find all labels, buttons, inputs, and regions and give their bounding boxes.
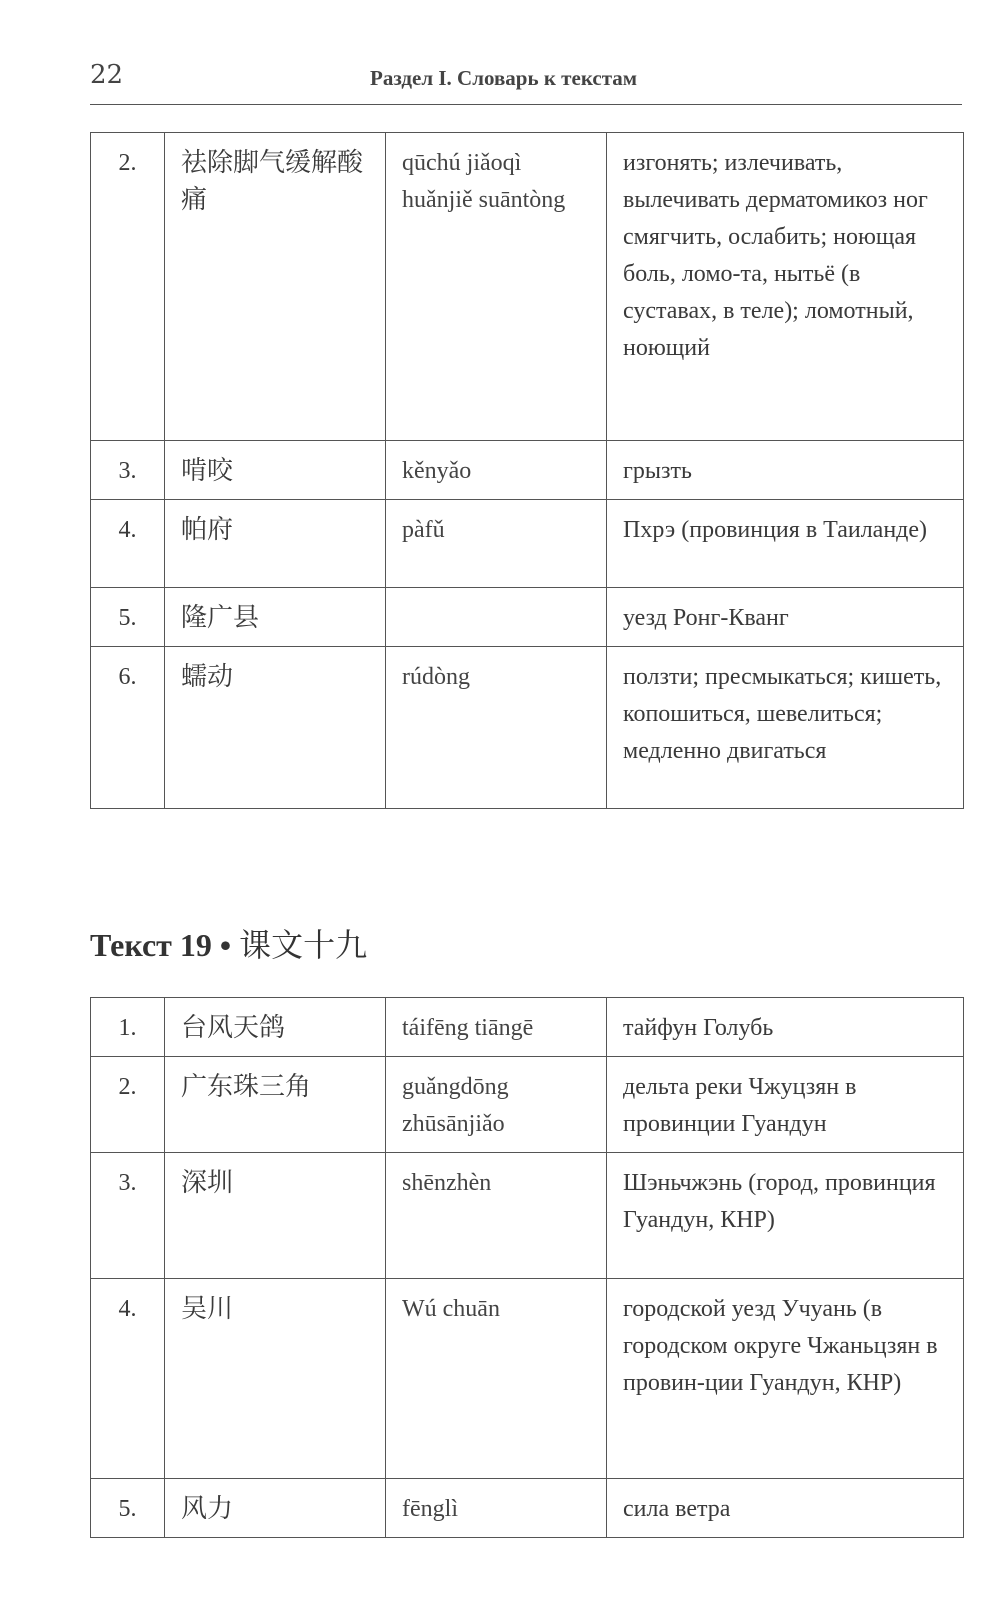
chinese-term: 台风天鸽 [165,998,386,1057]
table-row [91,133,964,441]
table-row [91,588,964,647]
row-number: 6. [91,647,165,809]
section-title-ru: Текст 19 [90,927,212,963]
chinese-term: 啃咬 [165,441,386,500]
translation: Шэньчжэнь (город, провинция Гуандун, КНР) [607,1153,964,1279]
section-heading [90,920,367,966]
section-title-cn: 课文十九 [239,926,368,964]
table-row [91,1279,964,1479]
translation: дельта реки Чжуцзян в провинции Гуандун [607,1057,964,1153]
pinyin: Wú chuān [386,1279,607,1479]
table-row [91,647,964,809]
row-number: 2. [91,1057,165,1153]
pinyin: shēnzhèn [386,1153,607,1279]
translation: городской уезд Учуань (в городском округе Чжаньцзян в провин-ции Гуандун, КНР) [607,1279,964,1479]
row-number: 4. [91,1279,165,1479]
page-header [90,58,962,105]
translation: Пхрэ (провинция в Таиланде) [607,500,964,588]
pinyin: fēnglì [386,1479,607,1538]
translation: тайфун Голубь [607,998,964,1057]
row-number: 3. [91,441,165,500]
chinese-term: 祛除脚气缓解酸痛 [165,133,386,441]
translation: уезд Ронг-Кванг [607,588,964,647]
pinyin: táifēng tiāngē [386,998,607,1057]
row-number: 4. [91,500,165,588]
chinese-term: 广东珠三角 [165,1057,386,1153]
pinyin: guǎngdōng zhūsānjiǎo [386,1057,607,1153]
running-title: Раздел I. Словарь к текстам [370,66,638,90]
translation: ползти; пресмыкаться; кишеть, копошиться, шевелиться; медленно двигаться [607,647,964,809]
bullet-separator: • [219,927,232,963]
pinyin: rúdòng [386,647,607,809]
table-row [91,1057,964,1153]
table-row [91,998,964,1057]
row-number: 2. [91,133,165,441]
table-row [91,441,964,500]
chinese-term: 蠕动 [165,647,386,809]
translation: сила ветра [607,1479,964,1538]
table-row [91,1153,964,1279]
vocabulary-table-text-19 [90,997,964,1538]
chinese-term: 风力 [165,1479,386,1538]
row-number: 1. [91,998,165,1057]
row-number: 5. [91,1479,165,1538]
page-number: 22 [90,60,124,90]
chinese-term: 吴川 [165,1279,386,1479]
table-row [91,500,964,588]
chinese-term: 深圳 [165,1153,386,1279]
pinyin: qūchú jiǎoqì huǎnjiě suāntòng [386,133,607,441]
chinese-term: 隆广县 [165,588,386,647]
row-number: 3. [91,1153,165,1279]
row-number: 5. [91,588,165,647]
table-row [91,1479,964,1538]
translation: изгонять; излечивать, вылечивать дерматомикоз ног смягчить, ослабить; ноющая боль, ломо-та, нытьё (в суставах, в теле); ломотный, ноющий [607,133,964,441]
vocabulary-table-text-18 [90,132,964,809]
translation: грызть [607,441,964,500]
pinyin: kěnyǎo [386,441,607,500]
pinyin: pàfǔ [386,500,607,588]
chinese-term: 帕府 [165,500,386,588]
pinyin [386,588,607,647]
